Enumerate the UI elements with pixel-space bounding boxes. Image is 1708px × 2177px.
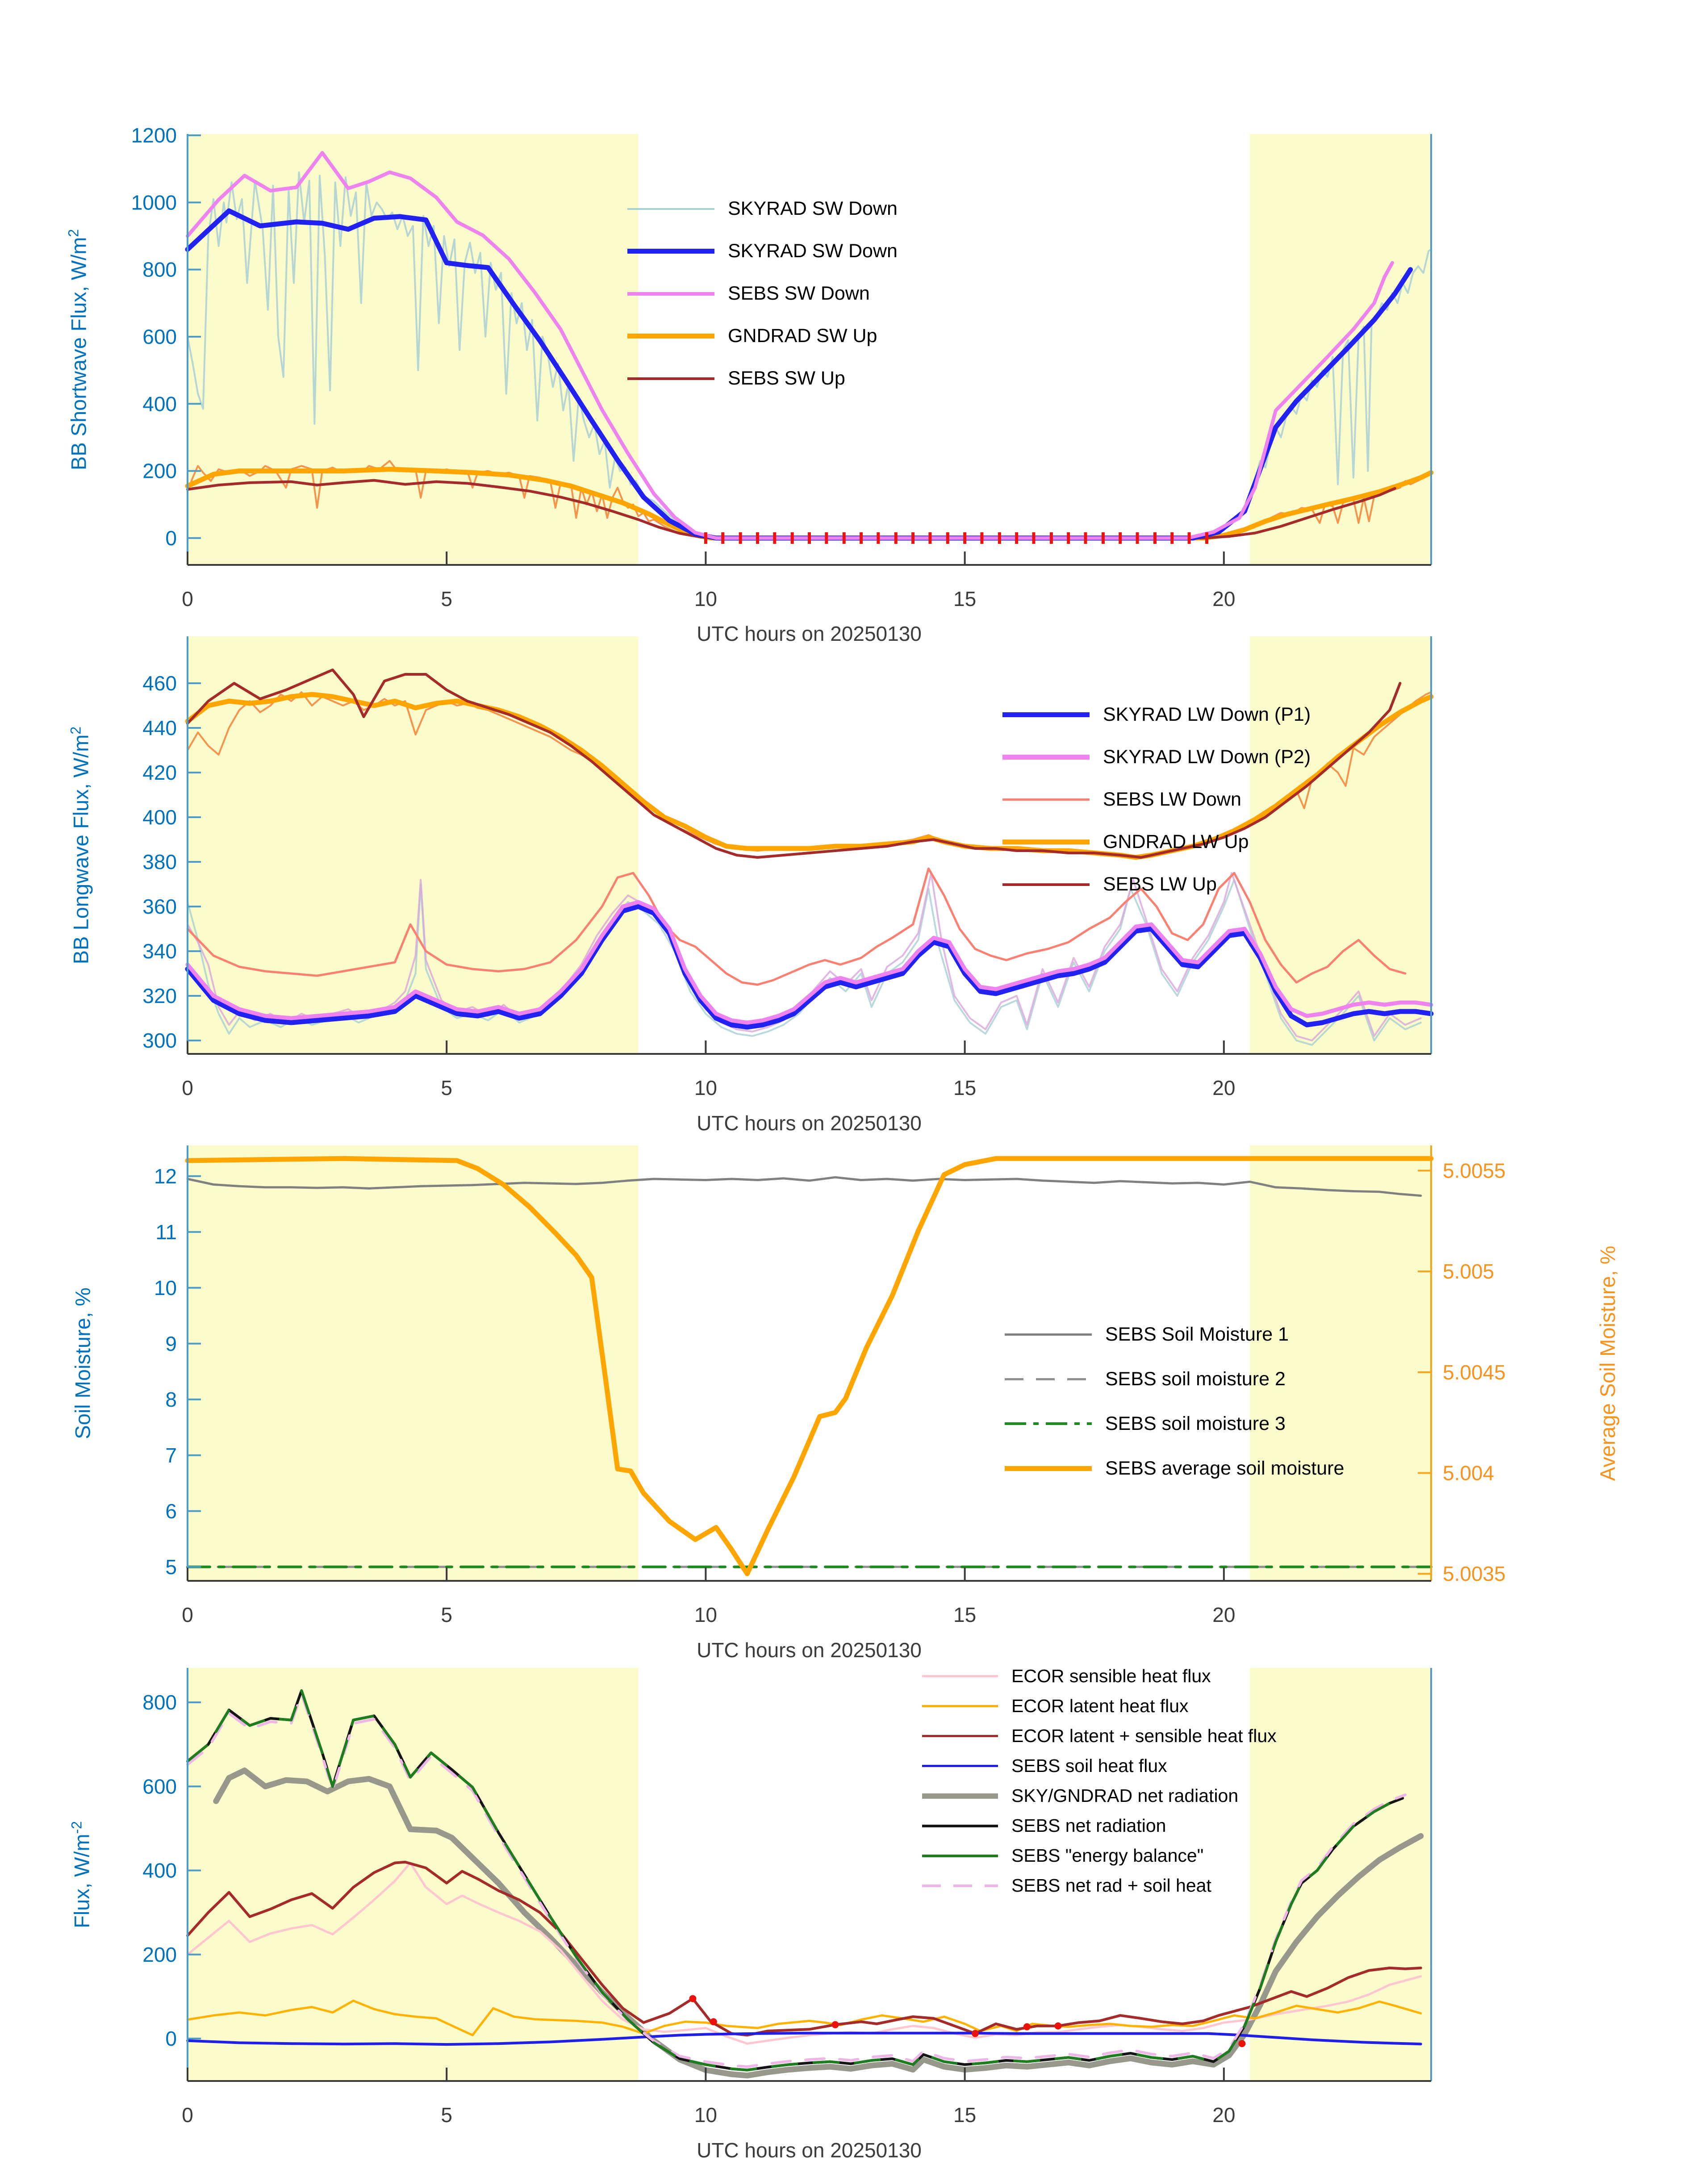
legend-swatch bbox=[922, 1765, 998, 1767]
panel2-ylabel-sup: 2 bbox=[67, 726, 84, 735]
panel3-ylabel bbox=[71, 1287, 95, 1439]
legend-label: SKYRAD LW Down (P2) bbox=[1103, 746, 1311, 768]
right-y-tick-label: 5.0045 bbox=[1443, 1360, 1506, 1384]
y-tick-label: 1200 bbox=[131, 124, 177, 147]
legend-label: SKY/GNDRAD net radiation bbox=[1011, 1785, 1239, 1806]
zero-flags bbox=[911, 532, 915, 544]
panel3-right-ylabel-text: Average Soil Moisture, % bbox=[1595, 1245, 1620, 1481]
y-tick-label: 8 bbox=[165, 1387, 177, 1411]
zero-flags bbox=[1032, 532, 1035, 544]
legend-swatch bbox=[1002, 755, 1090, 760]
legend-item bbox=[627, 188, 898, 230]
legend-item bbox=[627, 230, 898, 272]
ecor-flag-dots bbox=[972, 2030, 979, 2037]
legend-swatch bbox=[627, 292, 714, 296]
x-tick-label: 20 bbox=[1212, 1076, 1236, 1099]
legend-item bbox=[1005, 1446, 1344, 1491]
zero-flags bbox=[1205, 532, 1208, 544]
x-tick-label: 0 bbox=[182, 1076, 193, 1099]
right-y-tick-label: 5.004 bbox=[1443, 1461, 1495, 1485]
legend-label: SKYRAD SW Down bbox=[728, 198, 898, 219]
y-tick-label: 6 bbox=[165, 1499, 177, 1523]
panel2-xlabel: UTC hours on 20250130 bbox=[697, 1111, 922, 1135]
y-tick-label: 420 bbox=[142, 761, 177, 784]
x-tick-label: 5 bbox=[441, 2103, 453, 2127]
legend-item bbox=[922, 1661, 1277, 1691]
legend-item bbox=[922, 1811, 1277, 1841]
y-tick-label: 300 bbox=[142, 1029, 177, 1052]
legend-label: SEBS SW Up bbox=[728, 368, 845, 389]
y-tick-label: 200 bbox=[142, 1943, 177, 1966]
energy-flux-day-shading bbox=[188, 1668, 639, 2081]
zero-flags bbox=[704, 532, 707, 544]
zero-flags bbox=[1067, 532, 1070, 544]
panel4-legend bbox=[922, 1661, 1277, 1901]
y-tick-label: 0 bbox=[165, 2027, 177, 2050]
x-tick-label: 10 bbox=[694, 587, 718, 610]
y-tick-label: 7 bbox=[165, 1443, 177, 1467]
y-tick-label: 10 bbox=[154, 1276, 177, 1300]
panel2-ylabel-text: BB Longwave Flux, W/m bbox=[69, 734, 93, 965]
zero-flags bbox=[963, 532, 966, 544]
panel1-xlabel: UTC hours on 20250130 bbox=[697, 622, 922, 645]
panel3-legend bbox=[1005, 1312, 1344, 1491]
zero-flags bbox=[843, 532, 846, 544]
right-y-tick-label: 5.005 bbox=[1443, 1260, 1495, 1283]
y-tick-label: 5 bbox=[165, 1555, 177, 1579]
legend-label: SEBS Soil Moisture 1 bbox=[1105, 1323, 1289, 1345]
legend-label: SKYRAD SW Down bbox=[728, 240, 898, 262]
panel2-legend bbox=[1002, 694, 1311, 906]
panel1-ylabel-text: BB Shortwave Flux, W/m bbox=[67, 237, 91, 471]
y-tick-label: 340 bbox=[142, 940, 177, 963]
panel4-ylabel bbox=[69, 1821, 94, 1928]
right-y-tick-label: 5.0035 bbox=[1443, 1562, 1506, 1586]
legend-label: SEBS LW Up bbox=[1103, 873, 1217, 895]
y-tick-label: 0 bbox=[165, 526, 177, 550]
panel1-legend bbox=[627, 188, 898, 400]
legend-label: SEBS soil moisture 2 bbox=[1105, 1368, 1286, 1390]
zero-flags bbox=[1153, 532, 1157, 544]
zero-flags bbox=[946, 532, 949, 544]
legend-swatch bbox=[922, 1825, 998, 1827]
zero-flags bbox=[1170, 532, 1173, 544]
panel3-ylabel-text: Soil Moisture, % bbox=[71, 1287, 95, 1439]
legend-label: SKYRAD LW Down (P1) bbox=[1103, 704, 1311, 725]
ecor-flag-dots bbox=[1238, 2040, 1245, 2047]
y-tick-label: 800 bbox=[142, 258, 177, 281]
y-tick-label: 9 bbox=[165, 1332, 177, 1355]
zero-flags bbox=[1136, 532, 1139, 544]
legend-label: ECOR latent + sensible heat flux bbox=[1011, 1726, 1277, 1746]
zero-flags bbox=[980, 532, 983, 544]
ecor-flag-dots bbox=[1023, 2023, 1031, 2031]
legend-item bbox=[1005, 1357, 1344, 1401]
y-tick-label: 400 bbox=[142, 806, 177, 829]
legend-swatch bbox=[627, 208, 714, 210]
panel1-ylabel bbox=[66, 229, 91, 470]
y-tick-label: 600 bbox=[142, 1775, 177, 1798]
legend-swatch bbox=[627, 249, 714, 254]
ecor-flag-dots bbox=[710, 2018, 717, 2025]
ecor-flag-dots bbox=[1055, 2022, 1062, 2030]
zero-flags bbox=[1050, 532, 1053, 544]
ecor-flag-dots bbox=[832, 2021, 839, 2028]
y-tick-label: 200 bbox=[142, 459, 177, 483]
zero-flags bbox=[1084, 532, 1087, 544]
x-tick-label: 0 bbox=[182, 587, 193, 610]
legend-label: SEBS soil moisture 3 bbox=[1105, 1412, 1286, 1434]
legend-item bbox=[1002, 736, 1311, 778]
x-tick-label: 20 bbox=[1212, 587, 1236, 610]
ecor-flag-dots bbox=[689, 1995, 696, 2002]
zero-flags bbox=[877, 532, 880, 544]
legend-label: SEBS net radiation bbox=[1011, 1815, 1166, 1836]
zero-flags bbox=[1188, 532, 1191, 544]
zero-flags bbox=[791, 532, 794, 544]
legend-item bbox=[922, 1751, 1277, 1781]
zero-flags bbox=[928, 532, 931, 544]
x-tick-label: 5 bbox=[441, 1603, 453, 1626]
legend-item bbox=[922, 1721, 1277, 1751]
y-tick-label: 800 bbox=[142, 1691, 177, 1714]
x-tick-label: 20 bbox=[1212, 2103, 1236, 2127]
y-tick-label: 460 bbox=[142, 672, 177, 695]
legend-label: SEBS LW Down bbox=[1103, 789, 1241, 810]
x-tick-label: 15 bbox=[953, 1603, 977, 1626]
legend-item bbox=[922, 1871, 1277, 1901]
x-tick-label: 10 bbox=[694, 1076, 718, 1099]
panel2-ylabel bbox=[68, 727, 93, 964]
legend-item bbox=[1002, 778, 1311, 821]
legend-label: GNDRAD SW Up bbox=[728, 325, 877, 347]
legend-label: SEBS SW Down bbox=[728, 283, 870, 304]
panel4-ylabel-text: Flux, W/m bbox=[70, 1834, 94, 1928]
y-tick-label: 380 bbox=[142, 850, 177, 873]
y-tick-label: 12 bbox=[154, 1164, 177, 1188]
legend-swatch bbox=[1005, 1378, 1092, 1380]
legend-item bbox=[1002, 694, 1311, 736]
legend-item bbox=[1005, 1312, 1344, 1357]
legend-swatch bbox=[922, 1885, 998, 1887]
legend-item bbox=[627, 272, 898, 315]
y-tick-label: 600 bbox=[142, 325, 177, 348]
y-tick-label: 320 bbox=[142, 984, 177, 1007]
x-tick-label: 15 bbox=[953, 2103, 977, 2127]
zero-flags bbox=[1015, 532, 1018, 544]
legend-swatch bbox=[1002, 798, 1090, 801]
energy-flux-day-shading bbox=[1250, 1668, 1431, 2081]
zero-flags bbox=[860, 532, 863, 544]
legend-item bbox=[922, 1691, 1277, 1721]
y-tick-label: 400 bbox=[142, 1859, 177, 1882]
legend-swatch bbox=[1002, 712, 1090, 717]
zero-flags bbox=[739, 532, 742, 544]
x-tick-label: 10 bbox=[694, 1603, 718, 1626]
legend-swatch bbox=[922, 1705, 998, 1707]
zero-flags bbox=[825, 532, 828, 544]
legend-swatch bbox=[1002, 883, 1090, 886]
zero-flags bbox=[756, 532, 759, 544]
zero-flags bbox=[721, 532, 724, 544]
panel4-ylabel-sup: -2 bbox=[68, 1821, 85, 1834]
zero-flags bbox=[773, 532, 776, 544]
right-y-tick-label: 5.0055 bbox=[1443, 1159, 1506, 1183]
legend-swatch bbox=[1005, 1422, 1092, 1425]
legend-item bbox=[922, 1841, 1277, 1871]
zero-flags bbox=[998, 532, 1001, 544]
legend-swatch bbox=[627, 377, 714, 380]
x-tick-label: 5 bbox=[441, 587, 453, 610]
y-tick-label: 400 bbox=[142, 392, 177, 416]
legend-label: ECOR latent heat flux bbox=[1011, 1696, 1189, 1716]
legend-swatch bbox=[922, 1735, 998, 1737]
legend-label: ECOR sensible heat flux bbox=[1011, 1666, 1211, 1686]
soil-moisture-day-shading bbox=[188, 1145, 639, 1581]
x-tick-label: 20 bbox=[1212, 1603, 1236, 1626]
legend-swatch bbox=[922, 1675, 998, 1677]
legend-swatch bbox=[1005, 1333, 1092, 1336]
x-tick-label: 5 bbox=[441, 1076, 453, 1099]
legend-label: SEBS "energy balance" bbox=[1011, 1845, 1204, 1866]
x-tick-label: 0 bbox=[182, 2103, 193, 2127]
legend-swatch bbox=[1002, 840, 1090, 844]
legend-label: SEBS net rad + soil heat bbox=[1011, 1875, 1211, 1896]
panel3-right-ylabel bbox=[1595, 1246, 1620, 1481]
legend-item bbox=[627, 357, 898, 400]
x-tick-label: 15 bbox=[953, 587, 977, 610]
legend-swatch bbox=[922, 1855, 998, 1857]
x-tick-label: 0 bbox=[182, 1603, 193, 1626]
x-tick-label: 10 bbox=[694, 2103, 718, 2127]
legend-swatch bbox=[922, 1793, 998, 1799]
zero-flags bbox=[1102, 532, 1105, 544]
zero-flags bbox=[1119, 532, 1122, 544]
zero-flags bbox=[894, 532, 898, 544]
panel4-xlabel: UTC hours on 20250130 bbox=[697, 2139, 922, 2162]
legend-item bbox=[1002, 821, 1311, 863]
legend-swatch bbox=[1005, 1466, 1092, 1471]
legend-label: SEBS soil heat flux bbox=[1011, 1755, 1167, 1776]
legend-label: GNDRAD LW Up bbox=[1103, 831, 1249, 852]
y-tick-label: 1000 bbox=[131, 191, 177, 214]
zero-flags bbox=[808, 532, 811, 544]
legend-item bbox=[922, 1781, 1277, 1811]
legend-item bbox=[1005, 1401, 1344, 1446]
legend-swatch bbox=[627, 334, 714, 338]
y-tick-label: 440 bbox=[142, 716, 177, 740]
y-tick-label: 11 bbox=[155, 1220, 177, 1244]
legend-label: SEBS average soil moisture bbox=[1105, 1457, 1345, 1479]
legend-item bbox=[627, 315, 898, 357]
panel3-xlabel: UTC hours on 20250130 bbox=[697, 1638, 922, 1662]
legend-item bbox=[1002, 863, 1311, 906]
y-tick-label: 360 bbox=[142, 895, 177, 918]
panel1-ylabel-sup: 2 bbox=[65, 229, 82, 237]
x-tick-label: 15 bbox=[953, 1076, 977, 1099]
